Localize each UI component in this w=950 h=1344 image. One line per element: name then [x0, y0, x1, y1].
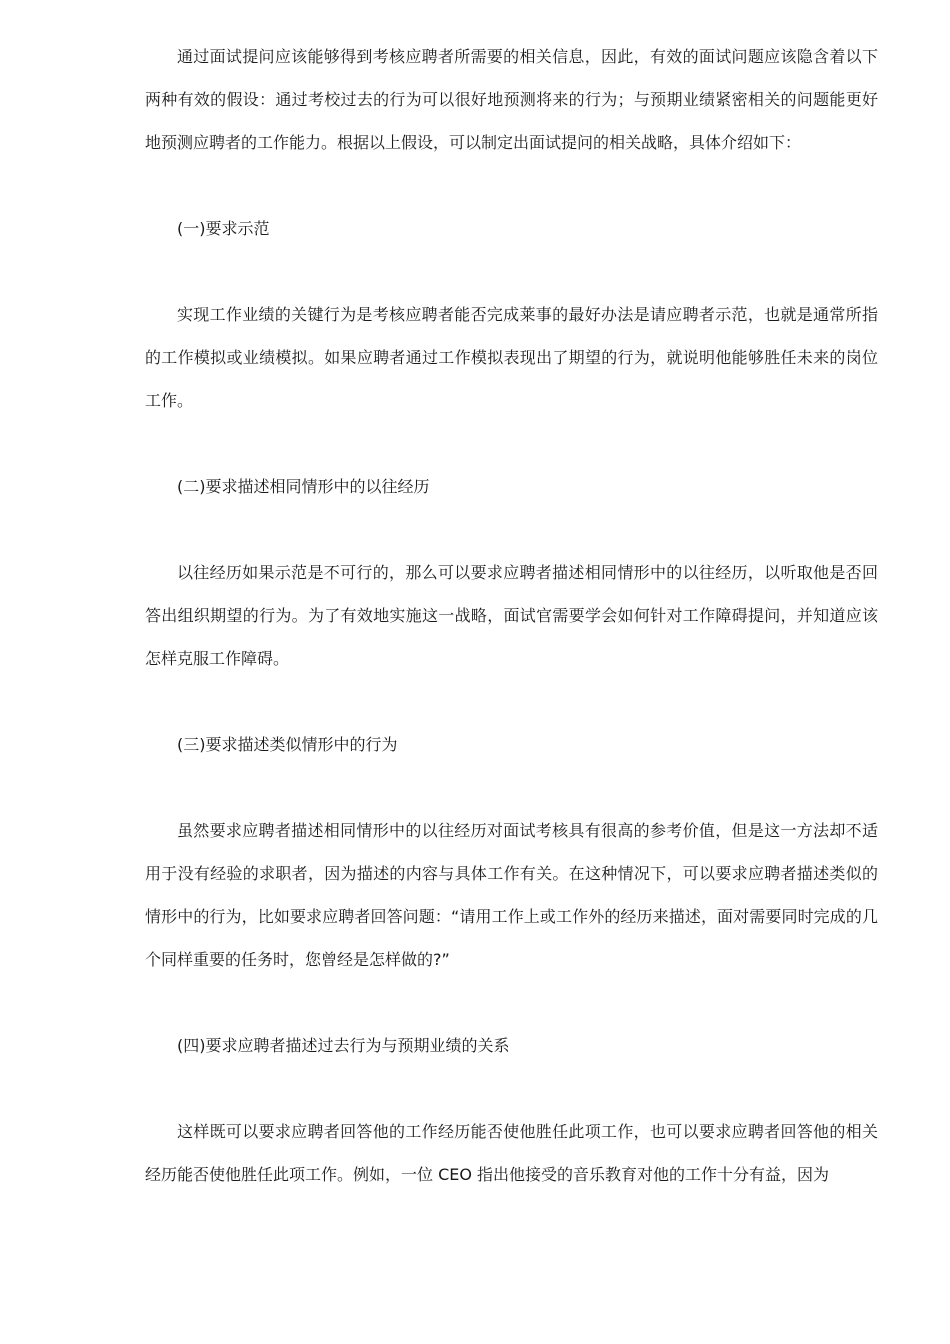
paragraph-spacer: [145, 981, 878, 1024]
paragraph-spacer: [145, 164, 878, 207]
paragraph-spacer: [145, 508, 878, 551]
section-heading-2: (二)要求描述相同情形中的以往经历: [177, 477, 430, 496]
paragraph-spacer: [145, 680, 878, 723]
paragraph-spacer: [145, 766, 878, 809]
section-heading-3: (三)要求描述类似情形中的行为: [177, 735, 398, 754]
paragraph-section-3: 虽然要求应聘者描述相同情形中的以往经历对面试考核具有很高的参考价值，但是这一方法却不适用于没有经验的求职者，因为描述的内容与具体工作有关。在这种情况下，可以要求应聘者描述类似的情形中的行为，比如要求应聘者回答问题：“请用工作上或工作外的经历来描述，面对需要同时完成的几个同样重要的任务时，您曾经是怎样做的?”: [145, 821, 878, 969]
paragraph-spacer: [145, 1067, 878, 1110]
paragraph-section-1: 实现工作业绩的关键行为是考核应聘者能否完成莱事的最好办法是请应聘者示范，也就是通常所指的工作模拟或业绩模拟。如果应聘者通过工作模拟表现出了期望的行为，就说明他能够胜任未来的岗位工作。: [145, 305, 878, 410]
section-heading-1: (一)要求示范: [177, 219, 270, 238]
paragraph-section-4: 这样既可以要求应聘者回答他的工作经历能否使他胜任此项工作，也可以要求应聘者回答他的相关经历能否使他胜任此项工作。例如，一位 CEO 指出他接受的音乐教育对他的工作十分有益，因为: [145, 1122, 878, 1184]
paragraph-section-2: 以往经历如果示范是不可行的，那么可以要求应聘者描述相同情形中的以往经历，以听取他是否回答出组织期望的行为。为了有效地实施这一战略，面试官需要学会如何针对工作障碍提问，并知道应该怎样克服工作障碍。: [145, 563, 878, 668]
paragraph-spacer: [145, 422, 878, 465]
paragraph-spacer: [145, 250, 878, 293]
document-body: [145, 35, 878, 1196]
section-heading-4: (四)要求应聘者描述过去行为与预期业绩的关系: [177, 1036, 510, 1055]
paragraph-intro: 通过面试提问应该能够得到考核应聘者所需要的相关信息，因此，有效的面试问题应该隐含着以下两种有效的假设：通过考校过去的行为可以很好地预测将来的行为；与预期业绩紧密相关的问题能更好地预测应聘者的工作能力。根据以上假设，可以制定出面试提问的相关战略，具体介绍如下：: [145, 47, 878, 152]
